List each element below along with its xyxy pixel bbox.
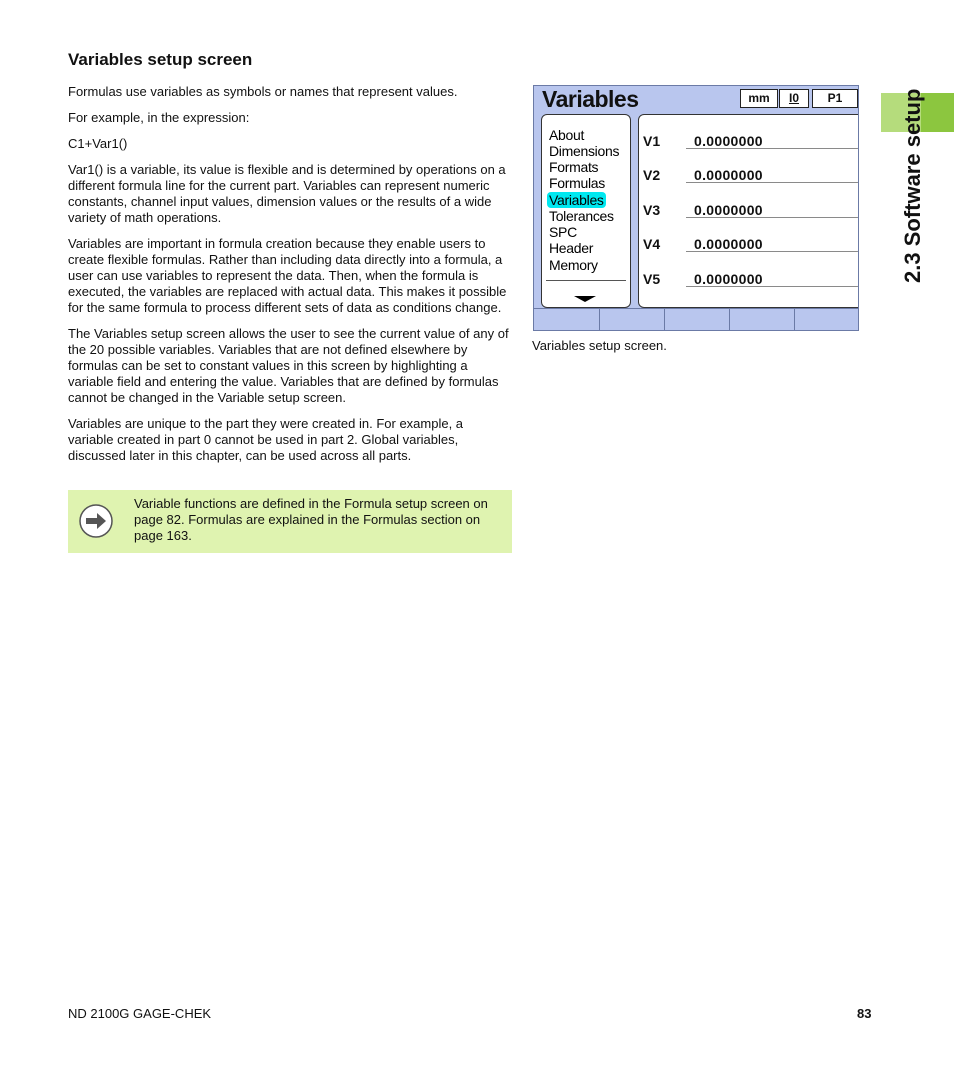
- footer-product: ND 2100G GAGE-CHEK: [68, 1006, 212, 1021]
- paragraph: Variables are unique to the part they were created in. For example, a variable created in part 0 cannot be used in part 2. Global variables, discussed later in this chapter, can be used across all parts.: [68, 416, 464, 463]
- menu-divider: [546, 280, 626, 281]
- expression-example: C1+Var1(): [68, 136, 128, 151]
- paragraph: Variables are important in formula creation because they enable users to create flexible formulas. Rather than including data directly into a formula, a user can use variables to represent the data. Then, when the formula is executed, the variables are replaced with actual data. This makes it possible for the same formula to process different sets of data as conditions change.: [68, 236, 507, 315]
- variable-label: V5: [643, 271, 661, 287]
- page-number: 83: [857, 1006, 872, 1021]
- part-indicator: P1: [812, 89, 858, 108]
- unit-indicator: mm: [740, 89, 778, 108]
- menu-item-header[interactable]: Header: [549, 240, 594, 256]
- softkey-1[interactable]: [534, 309, 600, 331]
- variable-value[interactable]: 0.0000000: [694, 271, 763, 287]
- section-heading: Variables setup screen: [68, 50, 253, 69]
- channel-indicator: I0: [779, 89, 809, 108]
- variable-value[interactable]: 0.0000000: [694, 236, 763, 252]
- screen-title: Variables: [542, 86, 639, 112]
- device-screenshot: [533, 85, 859, 331]
- softkey-bar: [534, 308, 859, 331]
- softkey-2[interactable]: [600, 309, 665, 331]
- arrow-right-circle-icon: [79, 504, 113, 538]
- variable-label: V1: [643, 133, 661, 149]
- note-box: [68, 490, 512, 553]
- variable-label: V3: [643, 202, 661, 218]
- body-text: [68, 84, 512, 474]
- variables-panel: [638, 114, 859, 308]
- setup-menu: [541, 114, 631, 308]
- menu-item-memory[interactable]: Memory: [549, 257, 598, 273]
- variable-label: V2: [643, 167, 661, 183]
- note-text: Variable functions are defined in the Formula setup screen on page 82. Formulas are explained in the Formulas section on page 163.: [134, 496, 488, 543]
- menu-item-spc[interactable]: SPC: [549, 224, 577, 240]
- menu-item-formats[interactable]: Formats: [549, 159, 599, 175]
- variable-value[interactable]: 0.0000000: [694, 167, 763, 183]
- menu-item-about[interactable]: About: [549, 127, 585, 143]
- variable-value[interactable]: 0.0000000: [694, 133, 763, 149]
- menu-item-formulas[interactable]: Formulas: [549, 175, 605, 191]
- softkey-3[interactable]: [665, 309, 730, 331]
- variable-label: V4: [643, 236, 661, 252]
- chapter-title: 2.3 Software setup: [900, 88, 925, 283]
- menu-item-dimensions[interactable]: Dimensions: [549, 143, 620, 159]
- paragraph: Var1() is a variable, its value is flexible and is determined by operations on a different formula line for the current part. Variables can represent numeric constants, channel input values, dimension values or the results of a wide variety of math operations.: [68, 162, 506, 225]
- paragraph: For example, in the expression:: [68, 110, 250, 125]
- paragraph: Formulas use variables as symbols or names that represent values.: [68, 84, 458, 99]
- variable-value[interactable]: 0.0000000: [694, 202, 763, 218]
- softkey-4[interactable]: [730, 309, 795, 331]
- scroll-down-icon[interactable]: [574, 296, 596, 302]
- menu-item-tolerances[interactable]: Tolerances: [549, 208, 614, 224]
- menu-item-variables[interactable]: Variables: [549, 192, 604, 208]
- paragraph: The Variables setup screen allows the user to see the current value of any of the 20 possible variables. Variables that are not defined elsewhere by formulas can be set to constant values in this screen by highlighting a variable field and entering the value. Variables that are defined by formulas cannot be changed in the Variable setup screen.: [68, 326, 509, 405]
- figure-caption: Variables setup screen.: [532, 338, 667, 353]
